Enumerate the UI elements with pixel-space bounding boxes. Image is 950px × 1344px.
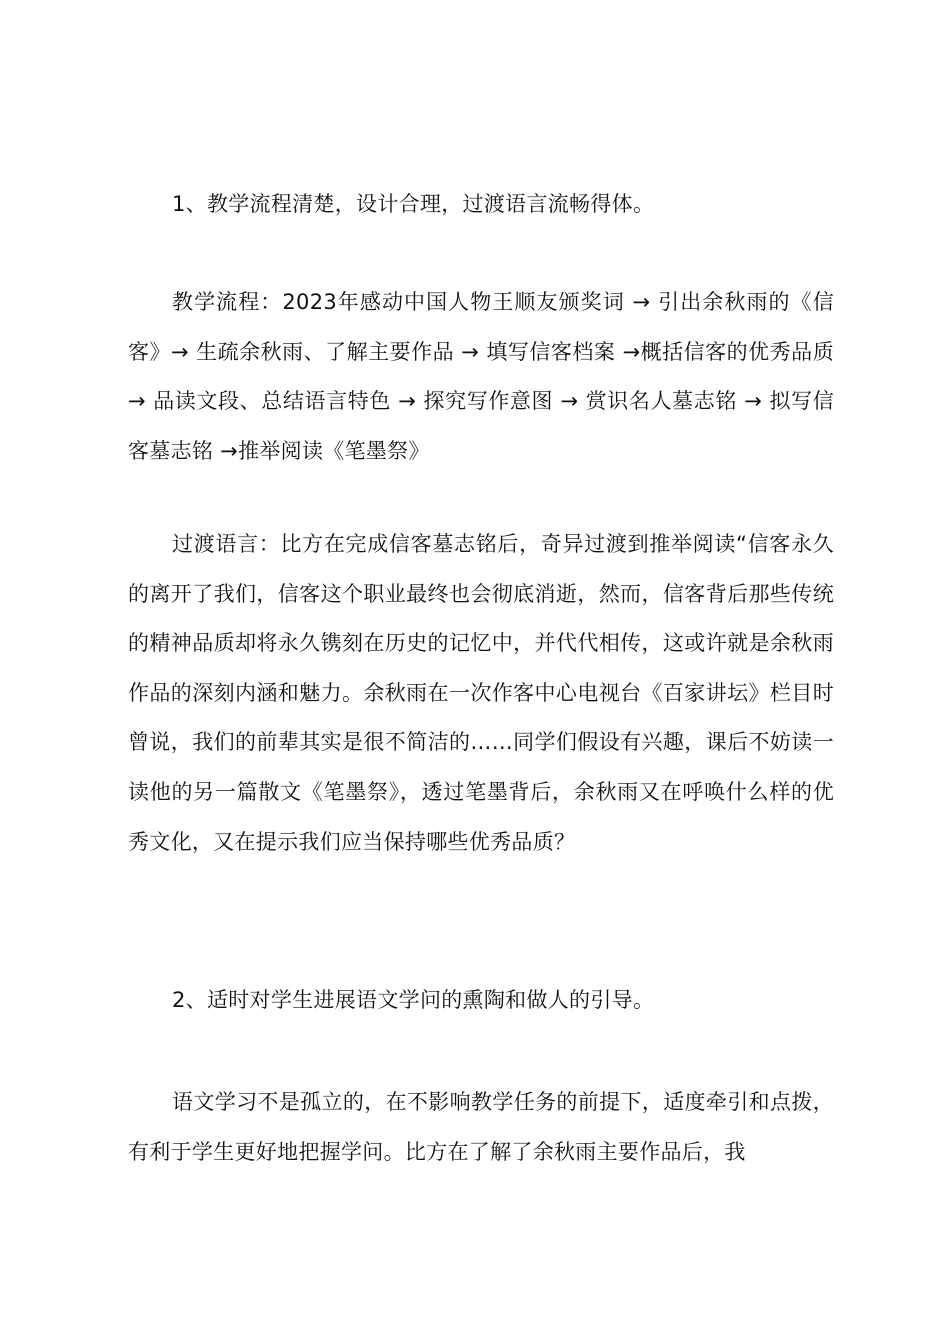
transition-language-paragraph: 过渡语言：比方在完成信客墓志铭后，奇异过渡到推举阅读“信客永久的离开了我们，信客这个职业最终也会彻底消逝，然而，信客背后那些传统的精神品质却将永久镌刻在历史的记忆中，并代代相传，这或许就是余秋雨作品的深刻内涵和魅力。余秋雨在一次作客中心电视台《百家讲坛》栏目时曾说，我们的前辈其实是很不简洁的……同学们假设有兴趣，课后不妨读一读他的另一篇散文《笔墨祭》，透过笔墨背后，余秋雨又在呼唤什么样的优秀文化，又在提示我们应当保持哪些优秀品质？: [128, 532, 834, 854]
teaching-process-paragraph: 教学流程：2023年感动中国人物王顺友颁奖词 → 引出余秋雨的《信客》→ 生疏余秋雨、了解主要作品 → 填写信客档案 →概括信客的优秀品质 → 品读文段、总结语言特色 → 探究写作意图 → 赏识名人墓志铭 → 拟写信客墓志铭 →推举阅读《笔墨祭》: [128, 290, 834, 463]
section-heading-1: 1、教学流程清楚，设计合理，过渡语言流畅得体。: [172, 192, 655, 216]
chinese-learning-paragraph: 语文学习不是孤立的，在不影响教学任务的前提下，适度牵引和点拨，有利于学生更好地把握学问。比方在了解了余秋雨主要作品后，我: [128, 1090, 834, 1164]
section-heading-2: 2、适时对学生进展语文学问的熏陶和做人的引导。: [172, 988, 655, 1012]
